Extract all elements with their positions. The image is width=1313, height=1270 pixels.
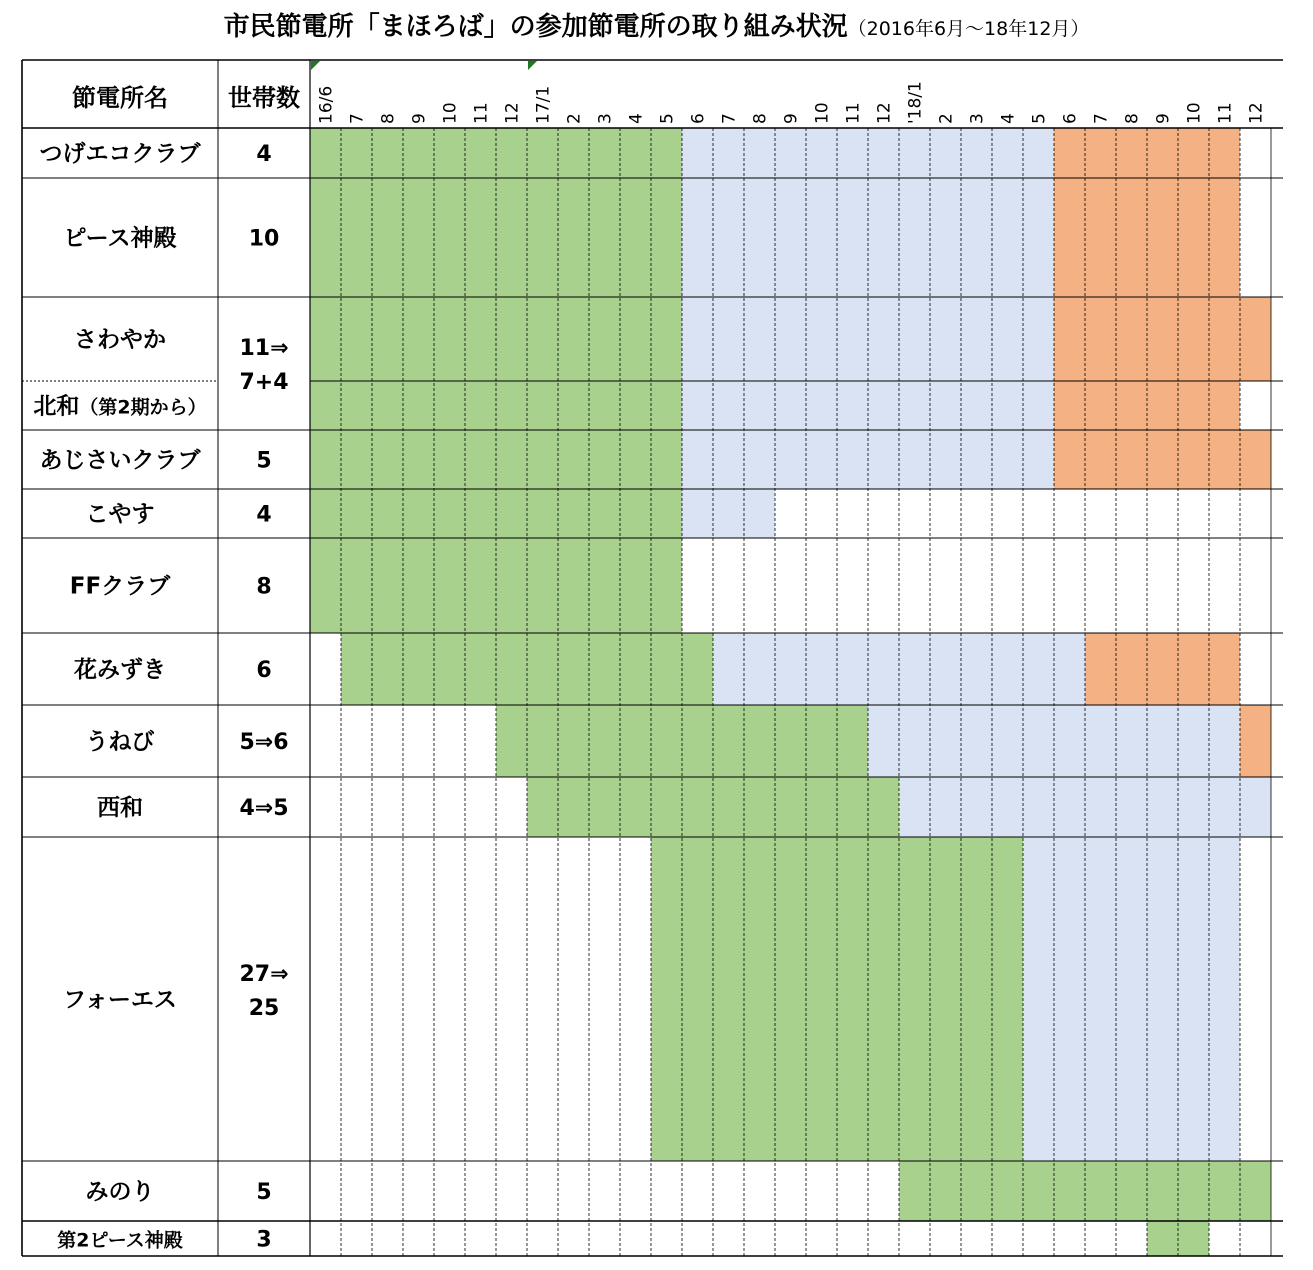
month-tick-label: 9 [409,113,430,124]
phase2-bar [682,489,775,538]
month-tick-label: 16/6 [316,85,337,124]
phase3-bar [1085,633,1240,705]
row-name: うねび [85,729,155,755]
row-name: ピース神殿 [63,225,177,252]
phase3-bar [1054,430,1271,489]
row-name: 第2ピース神殿 [57,1229,183,1252]
title-main: 市民節電所「まほろば」の参加節電所の取り組み状況 [223,12,848,42]
month-tick-label: 6 [1060,113,1081,124]
month-tick-label: 8 [750,113,771,124]
month-tick-label: 3 [967,113,988,124]
month-tick-label: '18/1 [905,81,926,124]
month-tick-label: 4 [626,113,647,124]
phase3-bar [1240,705,1271,777]
row-name: 西和 [97,795,143,821]
row-name: さわやか [74,327,166,353]
month-tick-label: 12 [502,102,523,124]
month-tick-label: 2 [564,113,585,124]
title-period: （2016年6月～18年12月） [847,18,1090,40]
phase3-bar [1054,297,1271,381]
month-tick-label: 5 [657,113,678,124]
month-tick-label: 2 [936,113,957,124]
row-households: 27⇒ [239,962,289,987]
row-name: こやす [85,501,155,528]
phase2-bar [1023,837,1240,1161]
month-tick-label: 3 [595,113,616,124]
month-tick-label: 12 [874,102,895,124]
row-name: 花みずき [74,657,166,683]
row-households: 11⇒ [239,336,289,361]
row-households: 10 [248,226,280,252]
month-tick-label: 12 [1246,102,1267,124]
row-households: 4 [256,142,272,167]
month-tick-label: 11 [471,102,492,124]
row-name: 北和（第2期から） [33,393,207,420]
month-tick-label: 11 [1215,102,1236,124]
row-households: 7+4 [239,370,289,395]
month-tick-label: 10 [440,102,461,124]
month-tick-label: 9 [1153,113,1174,124]
header-households-label: 世帯数 [228,84,300,112]
row-households: 5 [256,448,272,474]
row-name: あじさいクラブ [39,447,201,474]
header-name-label: 節電所名 [72,84,168,112]
row-households: 8 [256,574,272,600]
month-tick-label: 7 [347,113,368,124]
row-name: みのり [85,1179,155,1205]
month-tick-label: 8 [378,113,399,124]
month-tick-label: 7 [719,113,740,124]
month-tick-label: 5 [1029,113,1050,124]
month-tick-label: 17/1 [533,85,554,124]
row-households: 4 [256,502,272,528]
month-tick-label: 4 [998,113,1019,124]
row-households: 3 [256,1227,272,1253]
month-tick-label: 6 [688,113,709,124]
month-tick-label: 9 [781,113,802,124]
row-name: FFクラブ [69,573,171,600]
month-tick-label: 10 [1184,102,1205,124]
month-tick-label: 11 [843,102,864,124]
month-tick-label: 10 [812,102,833,124]
row-households: 5⇒6 [239,730,289,755]
month-tick-label: 8 [1122,113,1143,124]
month-tick-label: 7 [1091,113,1112,124]
row-name: つげエコクラブ [39,141,201,167]
row-name: フォーエス [63,987,177,1013]
row-households: 5 [256,1180,272,1205]
year-start-marker [528,61,537,70]
row-households: 4⇒5 [239,796,289,821]
year-start-marker [311,61,320,70]
row-households: 25 [248,996,280,1021]
row-households: 6 [256,658,272,683]
